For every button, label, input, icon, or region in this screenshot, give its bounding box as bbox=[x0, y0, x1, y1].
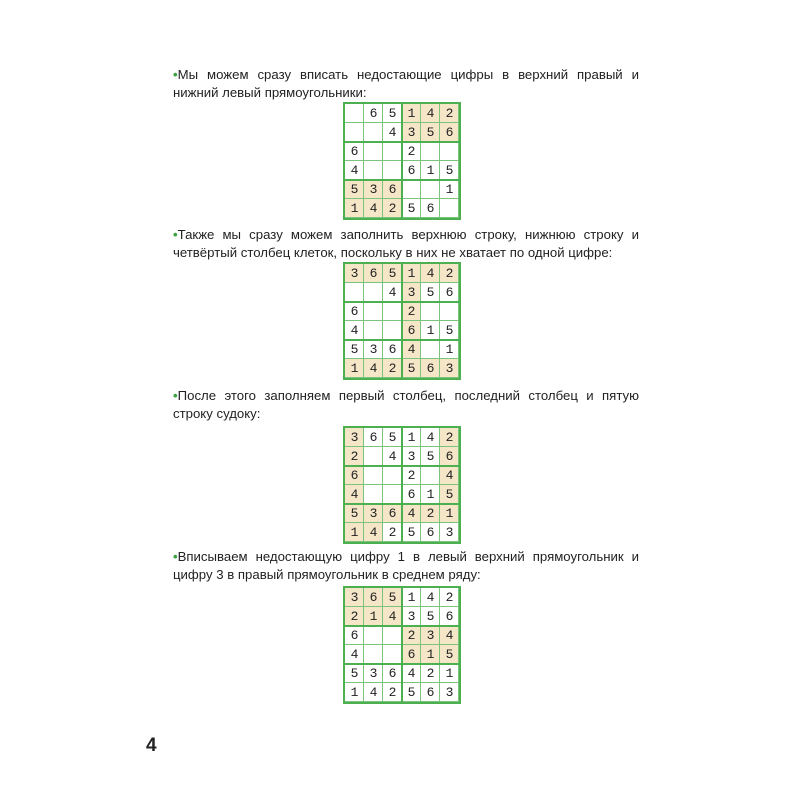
grid-row-digits: 4 615 bbox=[350, 323, 465, 338]
paragraph-2 bbox=[173, 226, 639, 261]
page-number: 4 bbox=[146, 735, 157, 756]
paragraph-3 bbox=[173, 387, 639, 422]
grid-row-digits: 6 2 bbox=[350, 304, 465, 319]
paragraph-1 bbox=[173, 66, 639, 101]
grid-row-digits: 142563 bbox=[350, 525, 465, 540]
grid-row-digits: 536421 bbox=[350, 506, 465, 521]
paragraph-4 bbox=[173, 548, 639, 583]
grid-row-digits: 6 234 bbox=[350, 628, 465, 643]
grid-row-digits: 214356 bbox=[350, 609, 465, 624]
bullet-icon: • bbox=[173, 549, 178, 564]
grid-row-digits: 4 615 bbox=[350, 487, 465, 502]
sudoku-grid-2 bbox=[343, 262, 465, 380]
sudoku-grid-4 bbox=[343, 586, 465, 704]
grid-row-digits: 65142 bbox=[350, 106, 465, 121]
grid-row-digits: 6 2 4 bbox=[350, 468, 465, 483]
paragraph-text: После этого заполняем первый столбец, последний столбец и пятую строку судоку: bbox=[173, 388, 639, 421]
grid-row-digits: 2 4356 bbox=[350, 449, 465, 464]
grid-row-digits: 4356 bbox=[350, 285, 465, 300]
grid-row-digits: 142563 bbox=[350, 685, 465, 700]
bullet-icon: • bbox=[173, 388, 178, 403]
sudoku-grid-3 bbox=[343, 426, 465, 544]
grid-row-digits: 6 2 bbox=[350, 144, 465, 159]
paragraph-text: Также мы сразу можем заполнить верхнюю строку, нижнюю строку и четвёртый столбец клеток, поскольку в них не хватает по одной цифре: bbox=[173, 227, 639, 260]
grid-row-digits: 5364 1 bbox=[350, 342, 465, 357]
grid-row-digits: 365142 bbox=[350, 430, 465, 445]
grid-row-digits: 142563 bbox=[350, 361, 465, 376]
grid-row-digits: 4 615 bbox=[350, 163, 465, 178]
sudoku-grid-1 bbox=[343, 102, 465, 220]
bullet-icon: • bbox=[173, 227, 178, 242]
grid-row-digits: 365142 bbox=[350, 590, 465, 605]
grid-row-digits: 4 615 bbox=[350, 647, 465, 662]
grid-row-digits: 536 1 bbox=[350, 182, 465, 197]
grid-row-digits: 4356 bbox=[350, 125, 465, 140]
paragraph-text: Вписываем недостающую цифру 1 в левый верхний прямоугольник и цифру 3 в правый прямоугольник в среднем ряду: bbox=[173, 549, 639, 582]
grid-row-digits: 14256 bbox=[350, 201, 465, 216]
paragraph-text: Мы можем сразу вписать недостающие цифры в верхний правый и нижний левый прямоугольники: bbox=[173, 67, 639, 100]
grid-row-digits: 536421 bbox=[350, 666, 465, 681]
grid-row-digits: 365142 bbox=[350, 266, 465, 281]
bullet-icon: • bbox=[173, 67, 178, 82]
